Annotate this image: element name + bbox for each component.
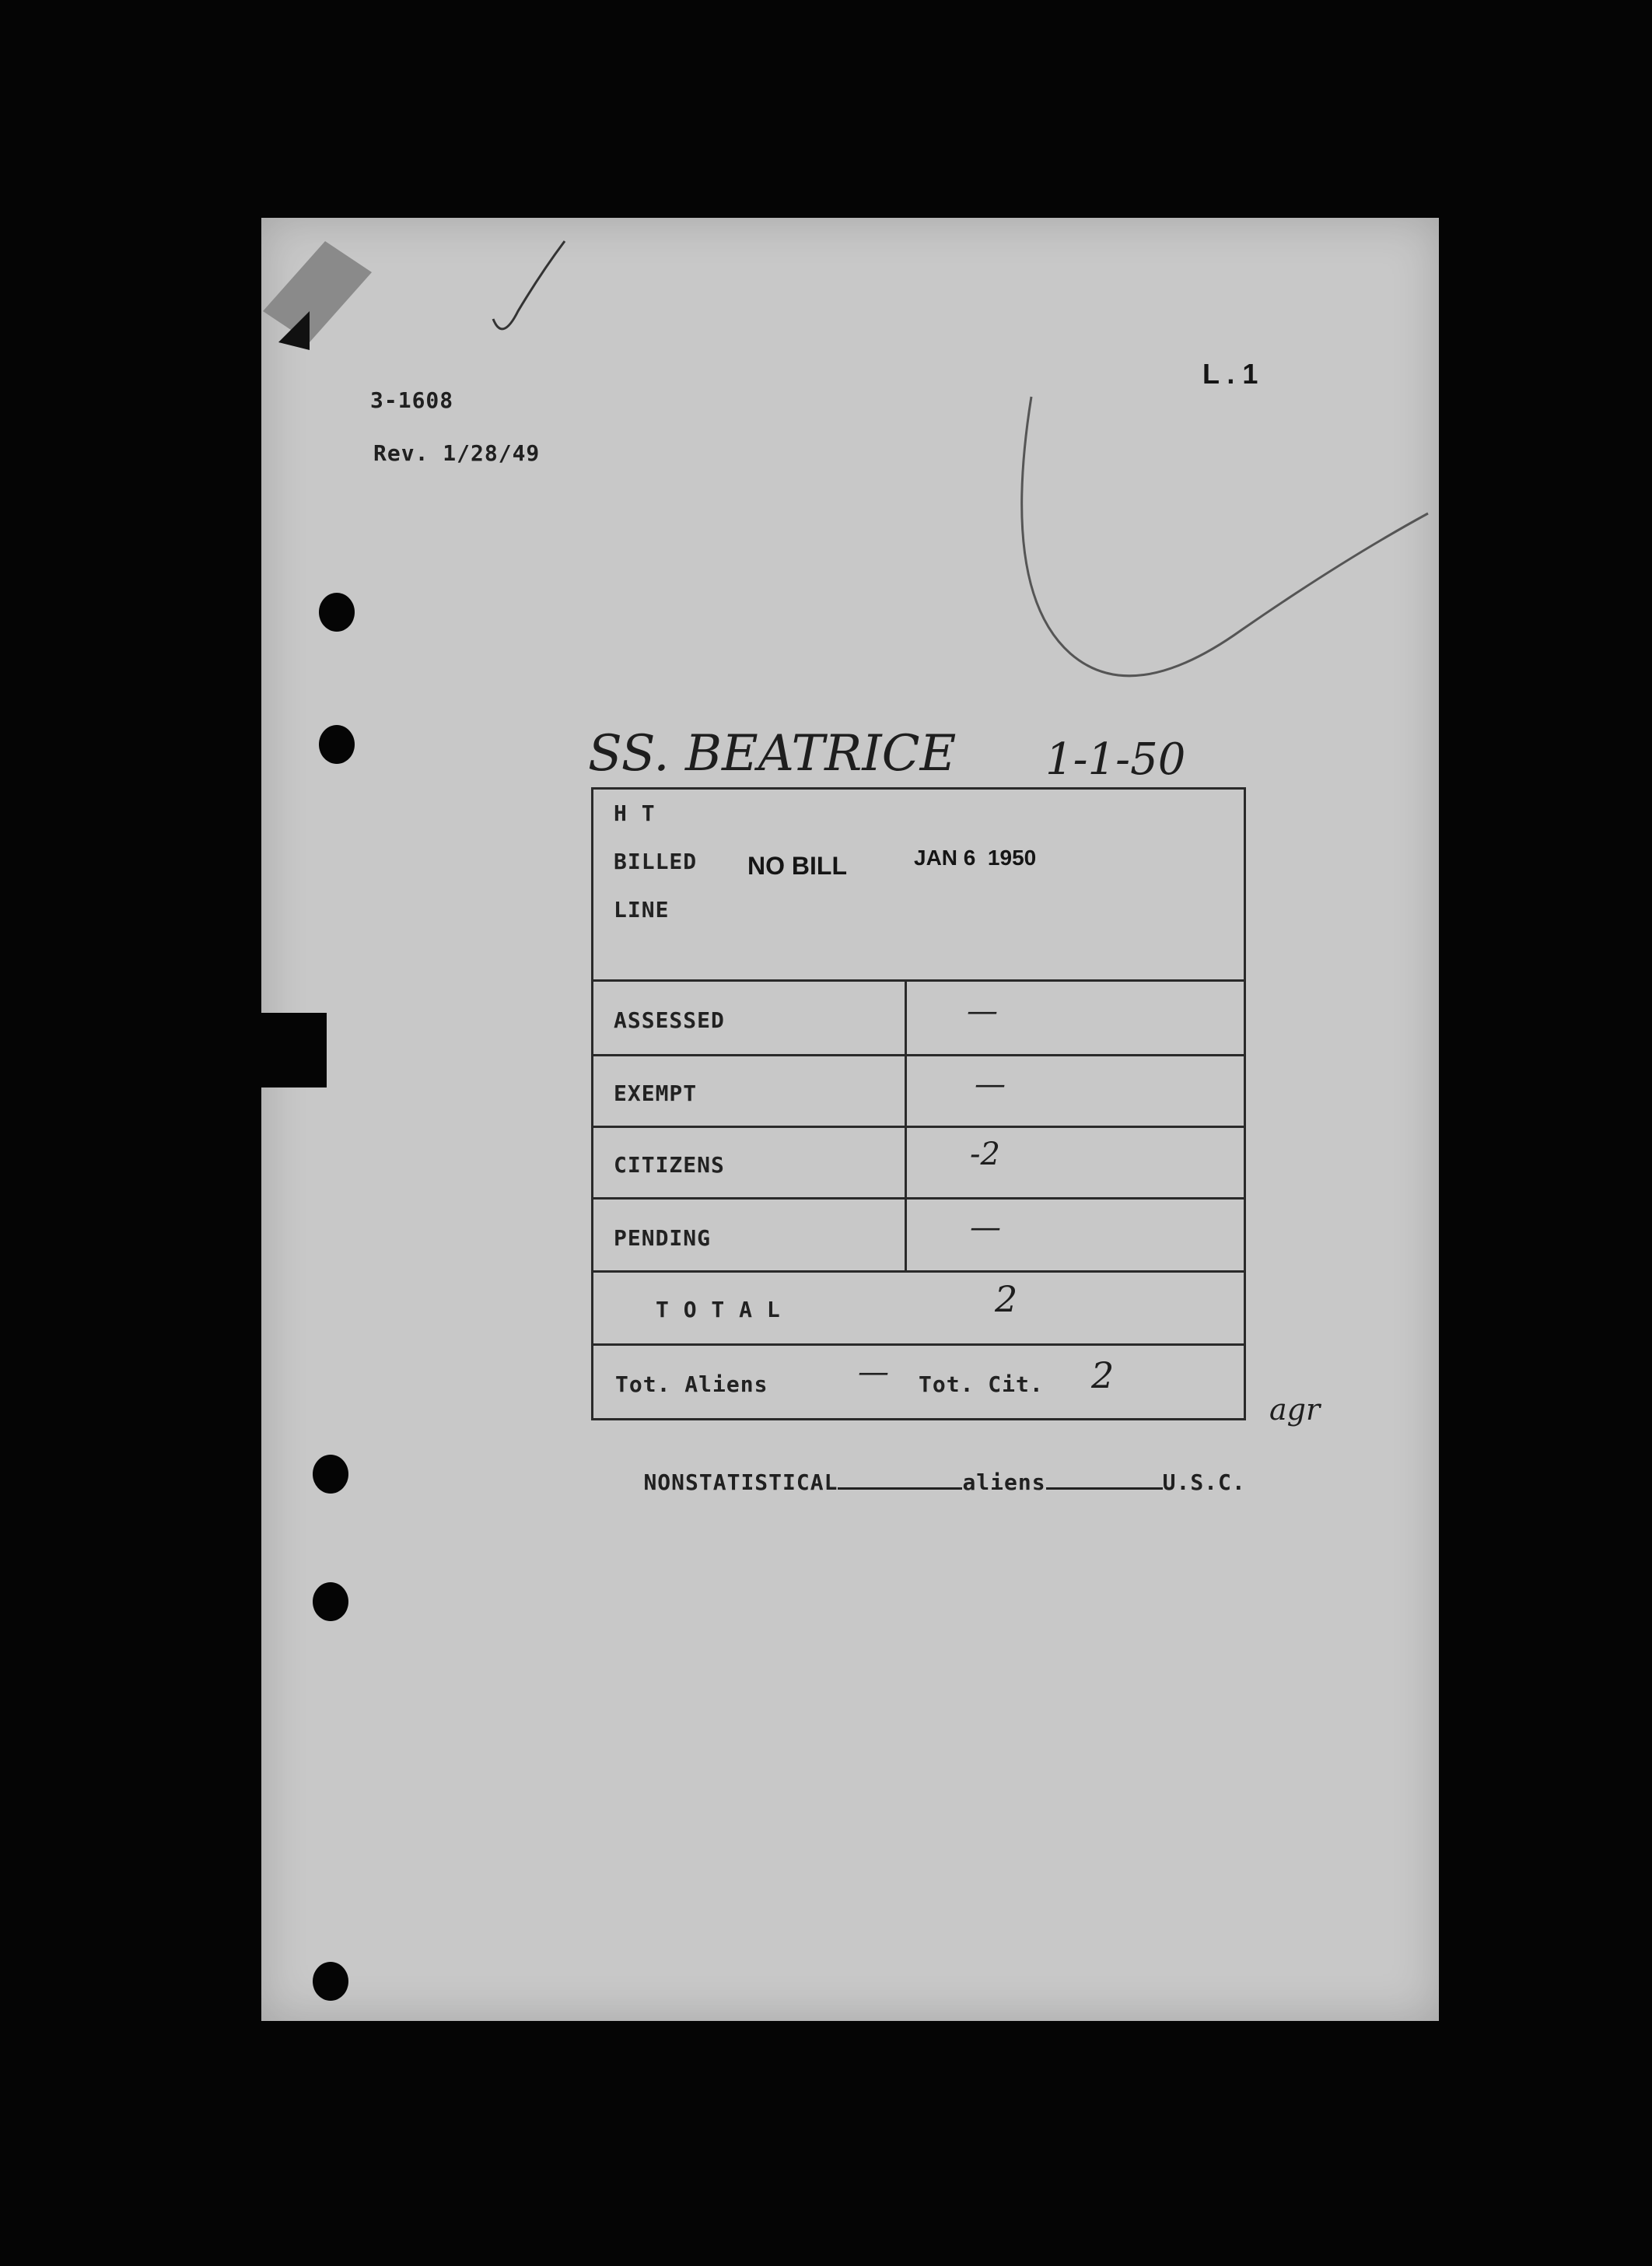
manifest-summary-box (591, 787, 1246, 1420)
column-divider (905, 979, 907, 1270)
form-number: 3-1608 (370, 387, 454, 413)
row-value-citizens: -2 (970, 1137, 1000, 1172)
check-mark-icon (487, 233, 580, 342)
usc-label: U.S.C. (1162, 1469, 1246, 1495)
form-revision: Rev. 1/28/49 (373, 440, 541, 466)
divider (593, 1054, 1244, 1056)
divider (593, 1126, 1244, 1128)
blank-line (838, 1487, 962, 1490)
vessel-name: SS. BEATRICE (588, 725, 957, 783)
row-value-pending: — (970, 1210, 1001, 1245)
binder-hole (313, 1582, 348, 1621)
corner-mark: L . 1 (1202, 358, 1258, 390)
tape-corner-icon (255, 210, 411, 366)
document-sheet (261, 218, 1439, 2021)
no-bill-stamp: NO BILL (747, 852, 847, 880)
initials: agr (1269, 1392, 1321, 1427)
divider (593, 1197, 1244, 1200)
tot-cit-label: Tot. Cit. (919, 1371, 1044, 1397)
line-label: LINE (614, 897, 670, 923)
date-stamp: JAN 6 1950 (914, 846, 1037, 870)
pencil-curve-icon (1008, 373, 1444, 747)
row-label-exempt: EXEMPT (614, 1080, 698, 1106)
binder-hole (319, 593, 355, 632)
total-value: 2 (995, 1278, 1018, 1320)
handwritten-date: 1-1-50 (1045, 734, 1186, 785)
row-label-pending: PENDING (614, 1225, 712, 1251)
nonstatistical-line (588, 1444, 1246, 1521)
tot-aliens-label: Tot. Aliens (615, 1371, 768, 1397)
binder-hole (313, 1962, 348, 2001)
billed-label: BILLED (614, 849, 698, 874)
ht-label: H T (614, 800, 656, 826)
binder-hole (319, 725, 355, 764)
binder-hole (313, 1455, 348, 1494)
divider (593, 1270, 1244, 1273)
row-value-assessed: — (967, 993, 998, 1029)
blank-line (1046, 1487, 1163, 1490)
row-label-assessed: ASSESSED (614, 1007, 725, 1033)
row-label-citizens: CITIZENS (614, 1152, 725, 1178)
total-label: T O T A L (656, 1297, 781, 1322)
divider (593, 1343, 1244, 1346)
nonstatistical-label: NONSTATISTICAL (643, 1469, 838, 1495)
tot-aliens-value: — (858, 1354, 889, 1390)
aliens-label: aliens (962, 1469, 1046, 1495)
divider (593, 979, 1244, 982)
punch-notch (261, 1013, 327, 1087)
tot-cit-value: 2 (1091, 1354, 1115, 1396)
row-value-exempt: — (975, 1066, 1006, 1102)
